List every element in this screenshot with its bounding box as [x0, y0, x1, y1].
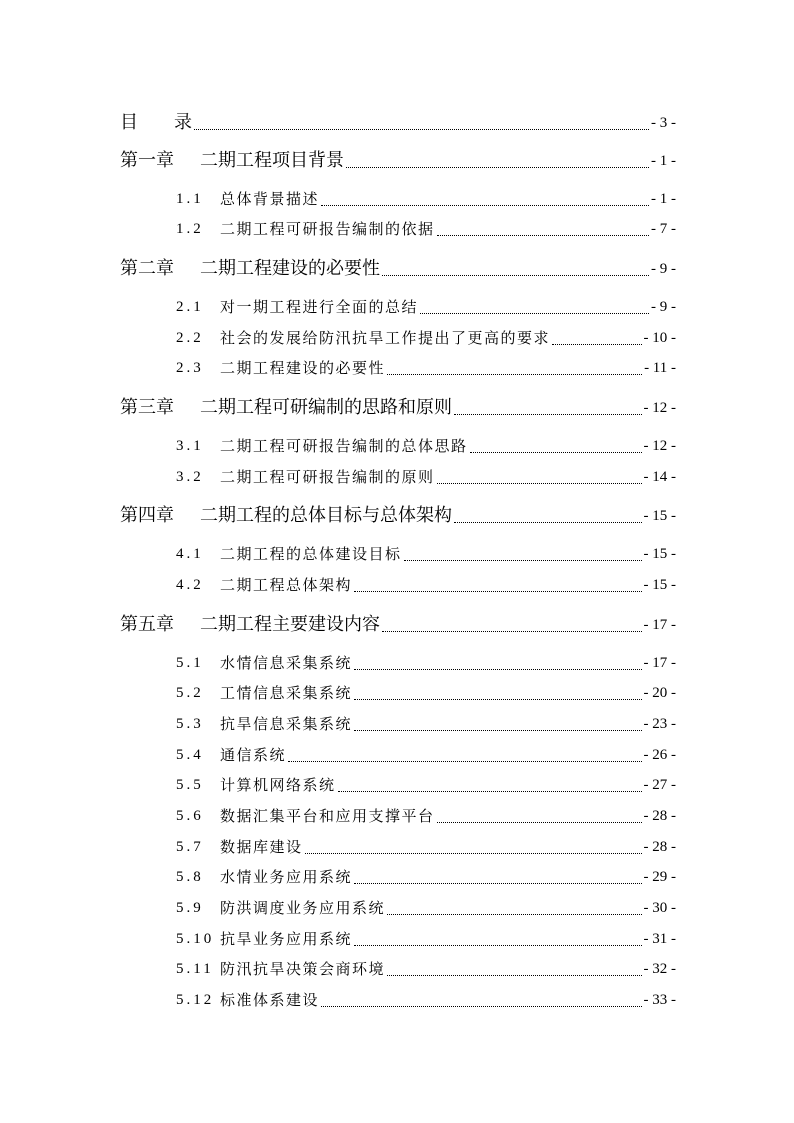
chapter-number: 第三章	[120, 397, 174, 418]
section-number: 5.1	[176, 655, 204, 671]
chapter-title: 二期工程主要建设内容	[200, 614, 380, 635]
chapter-title: 二期工程建设的必要性	[200, 258, 380, 279]
section-number: 5.10	[176, 931, 215, 947]
page-number: - 15 -	[643, 577, 676, 593]
section-number: 5.7	[176, 839, 204, 855]
dot-leader	[387, 358, 642, 375]
toc-chapter-entry	[120, 505, 676, 527]
section-number: 5.5	[176, 777, 204, 793]
page-number: - 3 -	[651, 115, 676, 131]
section-title: 二期工程建设的必要性	[220, 359, 386, 377]
dot-leader	[387, 959, 641, 976]
dot-leader	[404, 544, 642, 561]
page-number: - 15 -	[643, 508, 676, 524]
chapter-number: 第五章	[120, 614, 174, 635]
toc-section-entry	[176, 574, 676, 596]
page-number: - 9 -	[651, 299, 676, 315]
toc-section-entry	[176, 774, 676, 796]
dot-leader	[437, 219, 649, 236]
dot-leader	[354, 929, 641, 946]
section-number: 1.1	[176, 191, 204, 207]
toc-section-entry	[176, 928, 676, 950]
section-title: 工情信息采集系统	[220, 684, 353, 702]
dot-leader	[354, 575, 641, 592]
toc-section-entry	[176, 188, 676, 210]
page-number: - 11 -	[644, 360, 676, 376]
section-number: 5.4	[176, 747, 204, 763]
dot-leader	[420, 297, 649, 314]
page-number: - 28 -	[643, 839, 676, 855]
page-number: - 9 -	[651, 261, 676, 277]
page-number: - 28 -	[643, 808, 676, 824]
section-title: 标准体系建设	[220, 991, 320, 1009]
toc-chapter-entry	[120, 150, 676, 172]
dot-leader	[354, 683, 641, 700]
page-number: - 27 -	[643, 777, 676, 793]
page-number: - 17 -	[643, 655, 676, 671]
section-title: 水情业务应用系统	[220, 868, 353, 886]
page-number: - 12 -	[643, 438, 676, 454]
page-number: - 15 -	[643, 546, 676, 562]
chapter-title: 二期工程项目背景	[200, 150, 344, 171]
page-number: - 33 -	[643, 992, 676, 1008]
chapter-title: 二期工程的总体目标与总体架构	[200, 505, 452, 526]
dot-leader	[354, 653, 641, 670]
section-number: 2.1	[176, 299, 204, 315]
dot-leader	[470, 436, 642, 453]
section-number: 3.1	[176, 438, 204, 454]
dot-leader	[194, 113, 649, 130]
section-title: 计算机网络系统	[220, 776, 336, 794]
section-number: 5.3	[176, 716, 204, 732]
section-title: 抗旱信息采集系统	[220, 715, 353, 733]
toc-section-entry	[176, 543, 676, 565]
toc-section-entry	[176, 435, 676, 457]
section-number: 4.2	[176, 577, 204, 593]
section-title: 二期工程可研报告编制的总体思路	[220, 437, 468, 455]
page-number: - 26 -	[643, 747, 676, 763]
section-title: 二期工程可研报告编制的原则	[220, 468, 435, 486]
page-number: - 7 -	[651, 221, 676, 237]
toc-section-entry	[176, 327, 676, 349]
dot-leader	[552, 328, 641, 345]
dot-leader	[387, 898, 641, 915]
section-number: 2.2	[176, 330, 204, 346]
page-number: - 30 -	[643, 900, 676, 916]
dot-leader	[346, 151, 649, 168]
dot-leader	[382, 615, 642, 632]
section-title: 二期工程可研报告编制的依据	[220, 220, 435, 238]
toc-section-entry	[176, 989, 676, 1011]
toc-heading-label: 目 录	[120, 112, 192, 133]
chapter-number: 第四章	[120, 505, 174, 526]
toc-section-entry	[176, 652, 676, 674]
section-title: 抗旱业务应用系统	[220, 930, 353, 948]
toc-chapter-entry	[120, 258, 676, 280]
toc-section-entry	[176, 466, 676, 488]
section-title: 社会的发展给防汛抗旱工作提出了更高的要求	[220, 329, 551, 347]
section-title: 通信系统	[220, 746, 287, 764]
dot-leader	[382, 259, 649, 276]
toc-chapter-entry	[120, 397, 676, 419]
section-number: 5.6	[176, 808, 204, 824]
dot-leader	[321, 990, 641, 1007]
toc-section-entry	[176, 805, 676, 827]
section-number: 5.11	[176, 961, 214, 977]
section-number: 2.3	[176, 360, 204, 376]
section-title: 对一期工程进行全面的总结	[220, 298, 419, 316]
dot-leader	[321, 189, 649, 206]
toc-section-entry	[176, 218, 676, 240]
page-number: - 29 -	[643, 869, 676, 885]
dot-leader	[354, 867, 641, 884]
chapter-number: 第一章	[120, 150, 174, 171]
dot-leader	[454, 398, 642, 415]
section-title: 数据库建设	[220, 838, 303, 856]
toc-section-entry	[176, 958, 676, 980]
page-number: - 17 -	[643, 617, 676, 633]
dot-leader	[354, 714, 641, 731]
page-number: - 20 -	[643, 685, 676, 701]
chapter-number: 第二章	[120, 258, 174, 279]
page-number: - 12 -	[643, 400, 676, 416]
dot-leader	[288, 745, 641, 762]
section-number: 4.1	[176, 546, 204, 562]
toc-heading	[120, 112, 676, 134]
page-number: - 1 -	[651, 191, 676, 207]
section-number: 5.12	[176, 992, 215, 1008]
toc-section-entry	[176, 713, 676, 735]
dot-leader	[454, 506, 642, 523]
section-title: 二期工程总体架构	[220, 576, 353, 594]
section-number: 1.2	[176, 221, 204, 237]
dot-leader	[437, 806, 642, 823]
page-number: - 23 -	[643, 716, 676, 732]
page-number: - 14 -	[643, 469, 676, 485]
toc-section-entry	[176, 296, 676, 318]
section-number: 5.8	[176, 869, 204, 885]
toc-section-entry	[176, 357, 676, 379]
toc-section-entry	[176, 866, 676, 888]
section-title: 防汛抗旱决策会商环境	[220, 960, 386, 978]
section-title: 数据汇集平台和应用支撑平台	[220, 807, 435, 825]
section-title: 防洪调度业务应用系统	[220, 899, 386, 917]
toc-chapter-entry	[120, 614, 676, 636]
dot-leader	[338, 775, 642, 792]
toc-section-entry	[176, 897, 676, 919]
dot-leader	[437, 467, 642, 484]
section-number: 5.2	[176, 685, 204, 701]
page-number: - 10 -	[643, 330, 676, 346]
page-number: - 1 -	[651, 153, 676, 169]
toc-section-entry	[176, 682, 676, 704]
section-title: 总体背景描述	[220, 190, 320, 208]
section-title: 二期工程的总体建设目标	[220, 545, 402, 563]
section-number: 5.9	[176, 900, 204, 916]
section-number: 3.2	[176, 469, 204, 485]
section-title: 水情信息采集系统	[220, 654, 353, 672]
page-number: - 31 -	[643, 931, 676, 947]
chapter-title: 二期工程可研编制的思路和原则	[200, 397, 452, 418]
dot-leader	[305, 837, 642, 854]
toc-section-entry	[176, 836, 676, 858]
toc-section-entry	[176, 744, 676, 766]
page-number: - 32 -	[643, 961, 676, 977]
